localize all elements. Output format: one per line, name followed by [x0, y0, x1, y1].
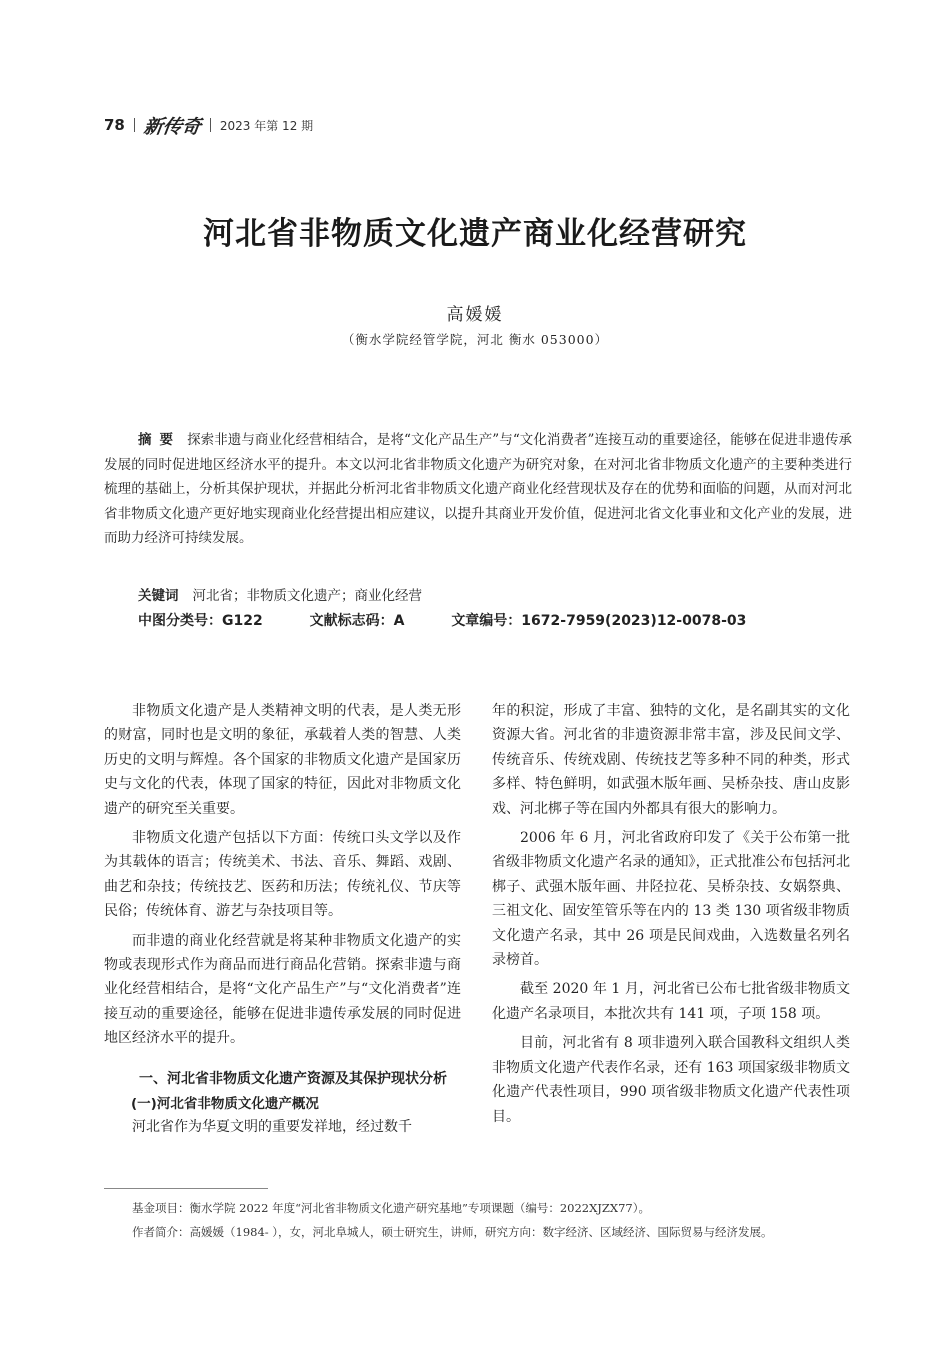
paragraph: 目前，河北省有 8 项非遗列入联合国教科文组织人类非物质文化遗产代表作名录，还有 163 项国家级非物质文化遗产代表性项目，990 项省级非物质文化遗产代表性项目。 [492, 1035, 850, 1125]
paragraph: 年的积淀，形成了丰富、独特的文化，是名副其实的文化资源大省。河北省的非遗资源非常丰富，涉及民间文学、传统音乐、传统戏剧、传统技艺等多种不同的种类，形式多样、特色鲜明，如武强木版年画、吴桥杂技、唐山皮影戏、河北梆子等在国内外都具有很大的影响力。 [492, 703, 850, 817]
journal-logo: 新传奇 [142, 115, 203, 138]
author-affiliation: （衡水学院经管学院，河北 衡水 053000） [341, 332, 609, 347]
header-divider [210, 118, 211, 132]
page-number: 78 [104, 116, 125, 134]
footnote-fund: 基金项目：衡水学院 2022 年度“河北省非物质文化遗产研究基地”专项课题（编号：2022XJZX77）。 [132, 1201, 650, 1215]
abstract-label: 摘要 [138, 432, 182, 448]
header-divider [134, 118, 135, 132]
abstract-text: 探索非遗与商业化经营相结合，是将“文化产品生产”与“文化消费者”连接互动的重要途径，能够在促进非遗传承发展的同时促进地区经济水平的提升。本文以河北省非物质文化遗产为研究对象，在对河北省非物质文化遗产的主要种类进行梳理的基础上，分析其保护现状，并据此分析河北省非物质文化遗产商业化经营现状及存在的优势和面临的问题，从而对河北省非物质文化遗产更好地实现商业化经营提出相应建议，以提升其商业开发价值，促进河北省文化事业和文化产业的发展，进而助力经济可持续发展。 [104, 432, 853, 546]
paragraph: 截至 2020 年 1 月，河北省已公布七批省级非物质文化遗产名录项目，本批次共有 141 项，子项 158 项。 [492, 981, 850, 1022]
paragraph: 而非遗的商业化经营就是将某种非物质文化遗产的实物或表现形式作为商品而进行商品化营销。探索非遗与商业化经营相结合，是将“文化产品生产”与“文化消费者”连接互动的重要途径，能够在促进非遗传承发展的同时促进地区经济水平的提升。 [104, 932, 461, 1047]
keywords-text: 河北省；非物质文化遗产；商业化经营 [192, 588, 422, 604]
document-code: 文献标志码：A [309, 613, 405, 629]
keywords [138, 584, 422, 604]
paragraph: 2006 年 6 月，河北省政府印发了《关于公布第一批省级非物质文化遗产名录的通知》，正式批准公布包括河北梆子、武强木版年画、井陉拉花、吴桥杂技、女娲祭典、三祖文化、固安笙管乐等在内的 13 类 130 项省级非物质文化遗产名录，其中 26 项是民间戏曲，入选数量名列名录榜首。 [492, 830, 850, 969]
abstract [104, 428, 852, 551]
body-left-column [104, 699, 461, 1144]
paragraph: 非物质文化遗产是人类精神文明的代表，是人类无形的财富，同时也是文明的象征，承载着人类的智慧、人类历史的文明与辉煌。各个国家的非物质文化遗产是国家历史与文化的代表，体现了国家的特征，因此对非物质文化遗产的研究至关重要。 [104, 703, 461, 817]
clc-number: 中图分类号：G122 [138, 613, 263, 629]
paragraph: 非物质文化遗产包括以下方面：传统口头文学以及作为其载体的语言；传统美术、书法、音乐、舞蹈、戏剧、曲艺和杂技；传统技艺、医药和历法；传统礼仪、节庆等民俗；传统体育、游艺与杂技项目等。 [104, 830, 461, 920]
article-title: 河北省非物质文化遗产商业化经营研究 [203, 216, 747, 252]
running-header [104, 112, 313, 138]
paragraph: 河北省作为华夏文明的重要发祥地，经过数千 [132, 1118, 412, 1135]
keywords-label: 关键词 [138, 588, 179, 604]
section-heading: 一、河北省非物质文化遗产资源及其保护现状分析 [139, 1070, 447, 1087]
article-number: 文章编号：1672-7959(2023)12-0078-03 [451, 613, 747, 629]
body-right-column [492, 699, 850, 1134]
footnote-author-bio: 作者简介：高媛媛（1984- ），女，河北阜城人，硕士研究生，讲师，研究方向：数字经济、区域经济、国际贸易与经济发展。 [132, 1225, 773, 1239]
footnote-rule [104, 1188, 268, 1189]
issue-label: 2023 年第 12 期 [219, 118, 314, 133]
classification-line [138, 610, 788, 630]
author-name: 高媛媛 [446, 305, 504, 325]
subsection-heading: (一)河北省非物质文化遗产概况 [131, 1095, 319, 1112]
